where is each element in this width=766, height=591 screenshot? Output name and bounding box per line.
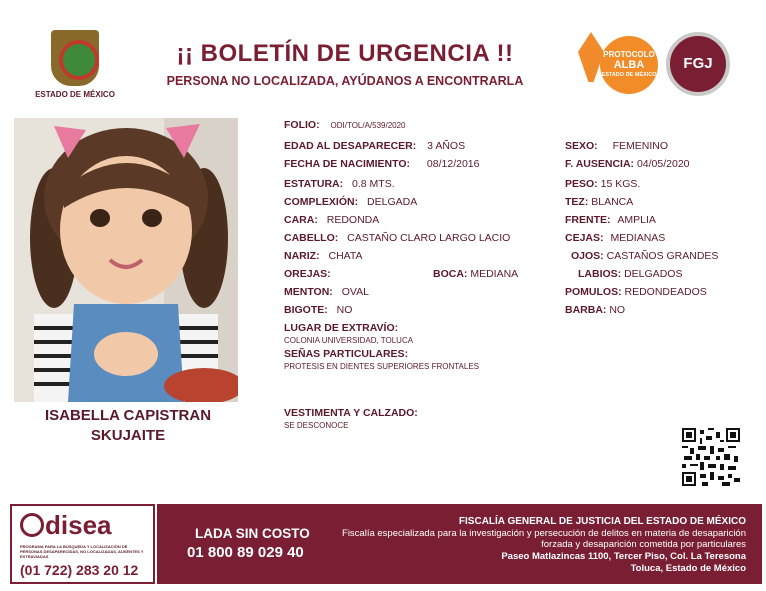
barba-label: BARBA: bbox=[565, 304, 607, 316]
lugar-value: COLONIA UNIVERSIDAD, TOLUCA bbox=[284, 336, 414, 345]
tez-label: TEZ: bbox=[565, 196, 589, 208]
odisea-panel bbox=[10, 504, 155, 584]
ausencia-label: F. AUSENCIA: bbox=[565, 158, 635, 170]
peso-value: 15 KGS. bbox=[600, 178, 641, 190]
lugar-label bbox=[284, 322, 398, 334]
cabello-value: CASTAÑO CLARO LARGO LACIO bbox=[347, 232, 511, 244]
vestimenta-label bbox=[284, 407, 418, 419]
nariz-label: NARIZ: bbox=[284, 250, 320, 262]
vestimenta-label-text: VESTIMENTA Y CALZADO: bbox=[284, 407, 418, 419]
edad-field bbox=[284, 140, 465, 152]
labios-value: DELGADOS bbox=[624, 268, 683, 280]
ojos-value: CASTAÑOS GRANDES bbox=[606, 250, 719, 262]
ojos-label: OJOS: bbox=[571, 250, 604, 262]
footer bbox=[0, 504, 766, 584]
sexo-label: SEXO: bbox=[565, 140, 598, 152]
alba-line2: ALBA bbox=[613, 59, 645, 72]
state-label: ESTADO DE MÉXICO bbox=[35, 90, 115, 99]
cara-label: CARA: bbox=[284, 214, 318, 226]
pomulos-value: REDONDEADOS bbox=[624, 286, 707, 298]
menton-label: MENTON: bbox=[284, 286, 333, 298]
senas-label-text: SEÑAS PARTICULARES: bbox=[284, 348, 409, 360]
fgj-address-line1: Paseo Matlazincas 1100, Tercer Piso, Col. La Teresona bbox=[501, 551, 746, 562]
bigote-label: BIGOTE: bbox=[284, 304, 328, 316]
vestimenta-value: SE DESCONOCE bbox=[284, 421, 349, 430]
cara-value: REDONDA bbox=[326, 214, 380, 226]
orejas-label: OREJAS: bbox=[284, 268, 331, 280]
frente-field bbox=[565, 214, 656, 226]
alba-line3: ESTADO DE MÉXICO bbox=[601, 71, 657, 78]
bulletin-subtitle: PERSONA NO LOCALIZADA, AYÚDANOS A ENCONTRARLA bbox=[166, 74, 524, 88]
tez-field bbox=[565, 196, 633, 208]
fgj-logo: FGJ bbox=[666, 32, 730, 96]
menton-field bbox=[284, 286, 369, 298]
pomulos-label: POMULOS: bbox=[565, 286, 622, 298]
odisea-name: disea bbox=[45, 510, 112, 540]
nariz-field bbox=[284, 250, 363, 262]
bulletin-title: ¡¡ BOLETÍN DE URGENCIA !! bbox=[176, 40, 514, 67]
senas-label bbox=[284, 348, 408, 360]
nacimiento-label: FECHA DE NACIMIENTO: bbox=[284, 158, 410, 170]
odisea-o-icon bbox=[20, 513, 44, 537]
sexo-field bbox=[565, 140, 668, 152]
folio-value: ODI/TOL/A/539/2020 bbox=[330, 121, 406, 130]
bigote-value: NO bbox=[336, 304, 353, 316]
labios-field bbox=[578, 268, 682, 280]
state-logo bbox=[30, 30, 120, 99]
footer-contact-bar bbox=[157, 504, 762, 584]
odisea-logo bbox=[20, 510, 112, 541]
orejas-field bbox=[284, 268, 331, 280]
odisea-phone: (01 722) 283 20 12 bbox=[20, 562, 139, 578]
boca-field bbox=[433, 268, 518, 280]
child-portrait-image bbox=[14, 118, 238, 402]
lada-number: 01 800 89 029 40 bbox=[187, 544, 304, 561]
cabello-field bbox=[284, 232, 510, 244]
lugar-label-text: LUGAR DE EXTRAVÍO: bbox=[284, 322, 399, 334]
nacimiento-value: 08/12/2016 bbox=[426, 158, 480, 170]
fgj-title: FISCALÍA GENERAL DE JUSTICIA DEL ESTADO DE MÉXICO bbox=[458, 516, 746, 527]
peso-label: PESO: bbox=[565, 178, 598, 190]
cejas-value: MEDIANAS bbox=[610, 232, 666, 244]
fgj-address-line2: Toluca, Estado de México bbox=[630, 563, 746, 574]
boca-label: BOCA: bbox=[433, 268, 468, 280]
bigote-field bbox=[284, 304, 352, 316]
folio-label: FOLIO: bbox=[284, 119, 320, 131]
ojos-field bbox=[571, 250, 718, 262]
pomulos-field bbox=[565, 286, 707, 298]
estatura-field bbox=[284, 178, 395, 190]
complexion-value: DELGADA bbox=[367, 196, 418, 208]
estatura-label: ESTATURA: bbox=[284, 178, 344, 190]
complexion-field bbox=[284, 196, 417, 208]
edad-value: 3 AÑOS bbox=[427, 140, 466, 152]
alba-line1: PROTOCOLO bbox=[603, 50, 655, 59]
sexo-value: FEMENINO bbox=[612, 140, 669, 152]
person-name bbox=[38, 406, 218, 446]
boca-value: MEDIANA bbox=[470, 268, 519, 280]
labios-label: LABIOS: bbox=[578, 268, 622, 280]
odisea-description: PROGRAMA PARA LA BÚSQUEDA Y LOCALIZACIÓN DE PERSONAS DESAPARECIDAS, NO LOCALIZADAS, AUSENTES Y EXTRAVIADAS bbox=[20, 544, 144, 559]
missing-person-photo bbox=[14, 118, 238, 402]
state-shield-icon bbox=[51, 30, 99, 86]
ausencia-field bbox=[565, 158, 690, 170]
barba-value: NO bbox=[609, 304, 626, 316]
complexion-label: COMPLEXIÓN: bbox=[284, 196, 359, 208]
senas-value: PROTESIS EN DIENTES SUPERIORES FRONTALES bbox=[284, 362, 479, 371]
cara-field bbox=[284, 214, 379, 226]
nariz-value: CHATA bbox=[328, 250, 363, 262]
cabello-label: CABELLO: bbox=[284, 232, 339, 244]
alba-badge bbox=[600, 36, 658, 94]
frente-value: AMPLIA bbox=[617, 214, 656, 226]
person-name-line2: SKUJAITE bbox=[90, 427, 166, 444]
person-name-line1: ISABELLA CAPISTRAN bbox=[44, 407, 212, 424]
edad-label: EDAD AL DESAPARECER: bbox=[284, 140, 417, 152]
nacimiento-field bbox=[284, 158, 479, 170]
peso-field bbox=[565, 178, 640, 190]
cejas-field bbox=[565, 232, 665, 244]
frente-label: FRENTE: bbox=[565, 214, 611, 226]
ausencia-value: 04/05/2020 bbox=[636, 158, 690, 170]
menton-value: OVAL bbox=[341, 286, 369, 298]
qr-code-icon bbox=[682, 428, 740, 486]
cejas-label: CEJAS: bbox=[565, 232, 604, 244]
fgj-description: Fiscalía especializada para la investigación y persecución de delitos en materia de desaparición forzada y desaparición cometida por particulares bbox=[342, 528, 746, 550]
estatura-value: 0.8 MTS. bbox=[352, 178, 395, 190]
folio-field bbox=[284, 119, 406, 131]
protocolo-alba-logo bbox=[578, 28, 658, 98]
tez-value: BLANCA bbox=[591, 196, 634, 208]
lada-title: LADA SIN COSTO bbox=[195, 526, 310, 541]
barba-field bbox=[565, 304, 625, 316]
